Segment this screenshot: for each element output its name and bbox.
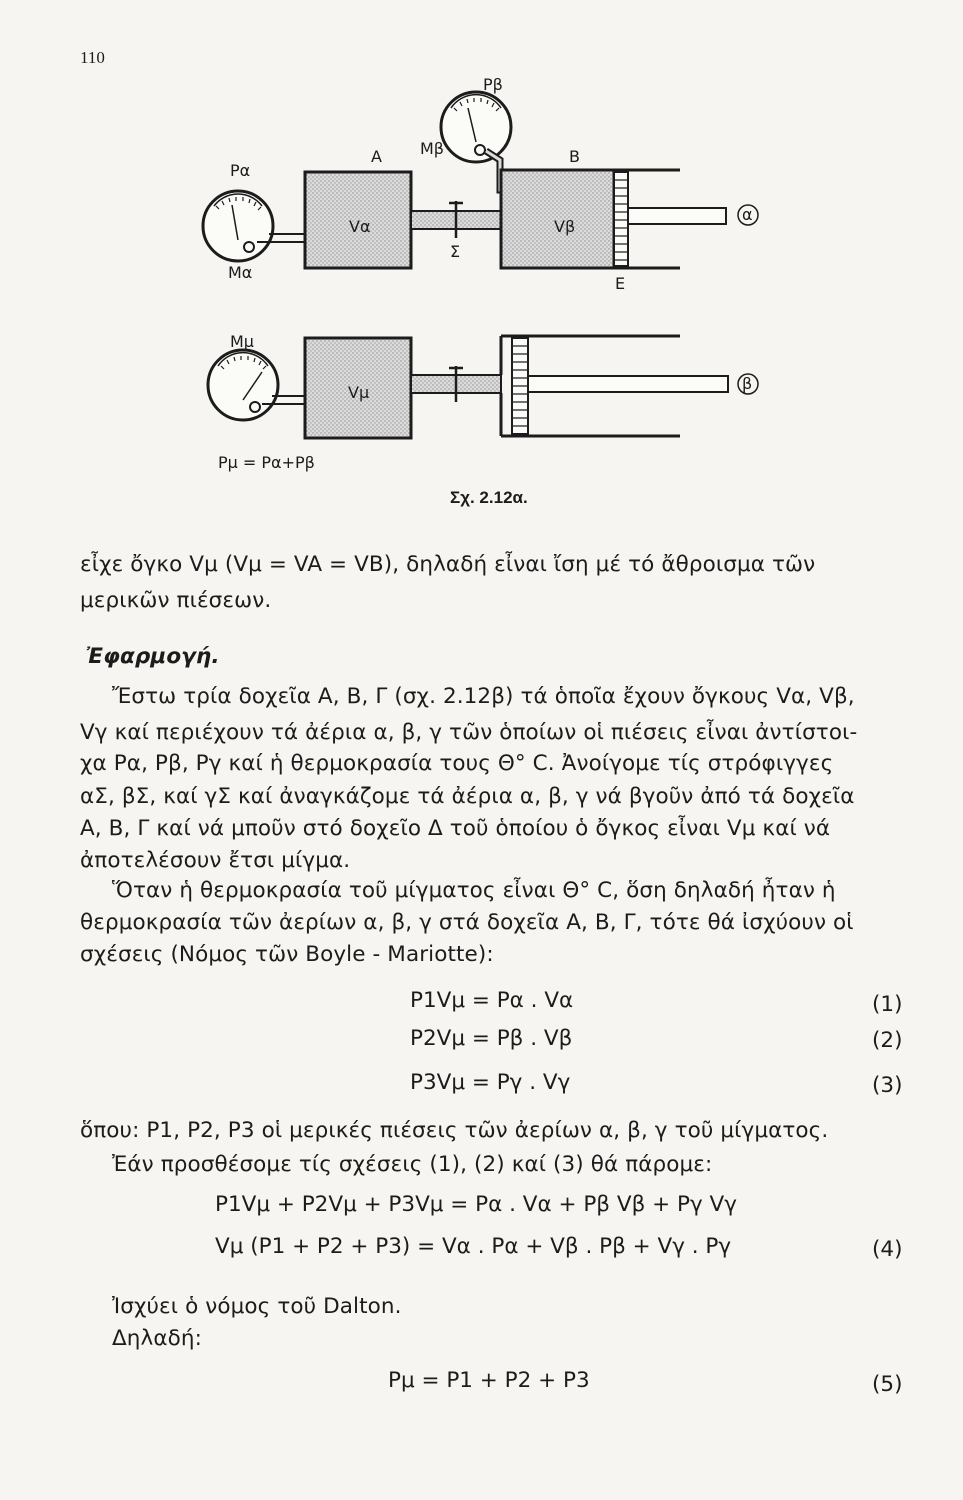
para4-line1: ὅπου: P1, P2, P3 οἱ μερικές πιέσεις τῶν ἀερίων α, β, γ τοῦ μίγματος. (80, 1118, 829, 1143)
equation-4-number: (4) (872, 1237, 903, 1262)
gauge-m-mu (208, 350, 278, 420)
para2-line1: Ἔστω τρία δοχεῖα Α, Β, Γ (σχ. 2.12β) τά ὁποῖα ἔχουν ὄγκους Vα, Vβ, (112, 684, 855, 709)
equation-1: P1Vμ = Pα . Vα (410, 988, 574, 1013)
label-v-mu: Vμ (348, 383, 370, 402)
label-p-beta: Pβ (483, 75, 503, 94)
section-heading: Ἐφαρμογή. (86, 644, 220, 669)
equation-5-number: (5) (872, 1372, 903, 1397)
label-valve-sigma: Σ (450, 242, 461, 261)
figure-caption: Σχ. 2.12α. (450, 488, 528, 507)
label-m-alpha: Mα (228, 263, 253, 282)
para3-line3: σχέσεις (Νόμος τῶν Boyle - Mariotte): (80, 942, 494, 967)
label-v-alpha: Vα (349, 217, 371, 236)
figure-diagram (0, 0, 963, 510)
equation-3-number: (3) (872, 1073, 903, 1098)
piston-b (512, 338, 728, 434)
gauge-m-alpha (203, 191, 273, 261)
equation-sum: P1Vμ + P2Vμ + P3Vμ = Pα . Vα + Pβ Vβ + Pγ Vγ (215, 1192, 737, 1217)
para2-line6: ἀποτελέσουν ἔτσι μίγμα. (80, 848, 351, 873)
para4-line2: Ἐάν προσθέσομε τίς σχέσεις (1), (2) καί (3) θά πάρομε: (112, 1152, 713, 1177)
gauge-m-beta (441, 92, 511, 162)
equation-5: Pμ = P1 + P2 + P3 (388, 1368, 590, 1393)
para2-line5: Α, Β, Γ καί νά μποῦν στό δοχεῖο Δ τοῦ ὁποίου ὁ ὄγκος εἶναι Vμ καί νά (80, 816, 831, 841)
para1-line1: εἶχε ὄγκο Vμ (Vμ = VA = VB), δηλαδή εἶναι ἴση μέ τό ἄθροισμα τῶν (80, 552, 816, 577)
para2-line2: Vγ καί περιέχουν τά ἀέρια α, β, γ τῶν ὁποίων οἱ πιέσεις εἶναι ἀντίστοι- (80, 720, 858, 745)
label-piston-e: E (615, 274, 626, 293)
equation-4: Vμ (P1 + P2 + P3) = Vα . Pα + Vβ . Pβ + Vγ . Pγ (215, 1234, 732, 1259)
label-v-beta: Vβ (554, 217, 576, 236)
equation-2: P2Vμ = Pβ . Vβ (410, 1026, 573, 1051)
equation-3: P3Vμ = Pγ . Vγ (410, 1070, 571, 1095)
equation-2-number: (2) (872, 1028, 903, 1053)
label-m-mu: Mμ (230, 332, 254, 351)
label-p-alpha: Pα (230, 161, 251, 180)
dalton-line1: Ἰσχύει ὁ νόμος τοῦ Dalton. (112, 1294, 402, 1319)
para1-line2: μερικῶν πιέσεων. (80, 588, 272, 613)
label-marker-a: α (742, 205, 753, 224)
equation-1-number: (1) (872, 992, 903, 1017)
label-m-beta: Mβ (420, 139, 445, 158)
label-marker-b: β (742, 374, 753, 393)
label-sum-formula: Pμ = Pα+Pβ (218, 453, 315, 472)
piston-e (614, 172, 726, 266)
label-container-a: A (371, 147, 382, 166)
dalton-line2: Δηλαδή: (112, 1326, 202, 1351)
para3-line2: θερμοκρασία τῶν ἀερίων α, β, γ στά δοχεῖα Α, Β, Γ, τότε θά ἰσχύουν οἱ (80, 910, 854, 935)
para2-line4: αΣ, βΣ, καί γΣ καί ἀναγκάζομε τά ἀέρια α, β, γ νά βγοῦν ἀπό τά δοχεῖα (80, 784, 855, 809)
para3-line1: Ὅταν ἡ θερμοκρασία τοῦ μίγματος εἶναι Θ° C, ὅση δηλαδή ἦταν ἡ (112, 878, 836, 903)
para2-line3: χα Pα, Pβ, Pγ καί ἡ θερμοκρασία τους Θ° C. Ἀνοίγομε τίς στρόφιγγες (80, 751, 834, 776)
page-number: 110 (80, 48, 105, 67)
label-container-b: B (569, 147, 580, 166)
